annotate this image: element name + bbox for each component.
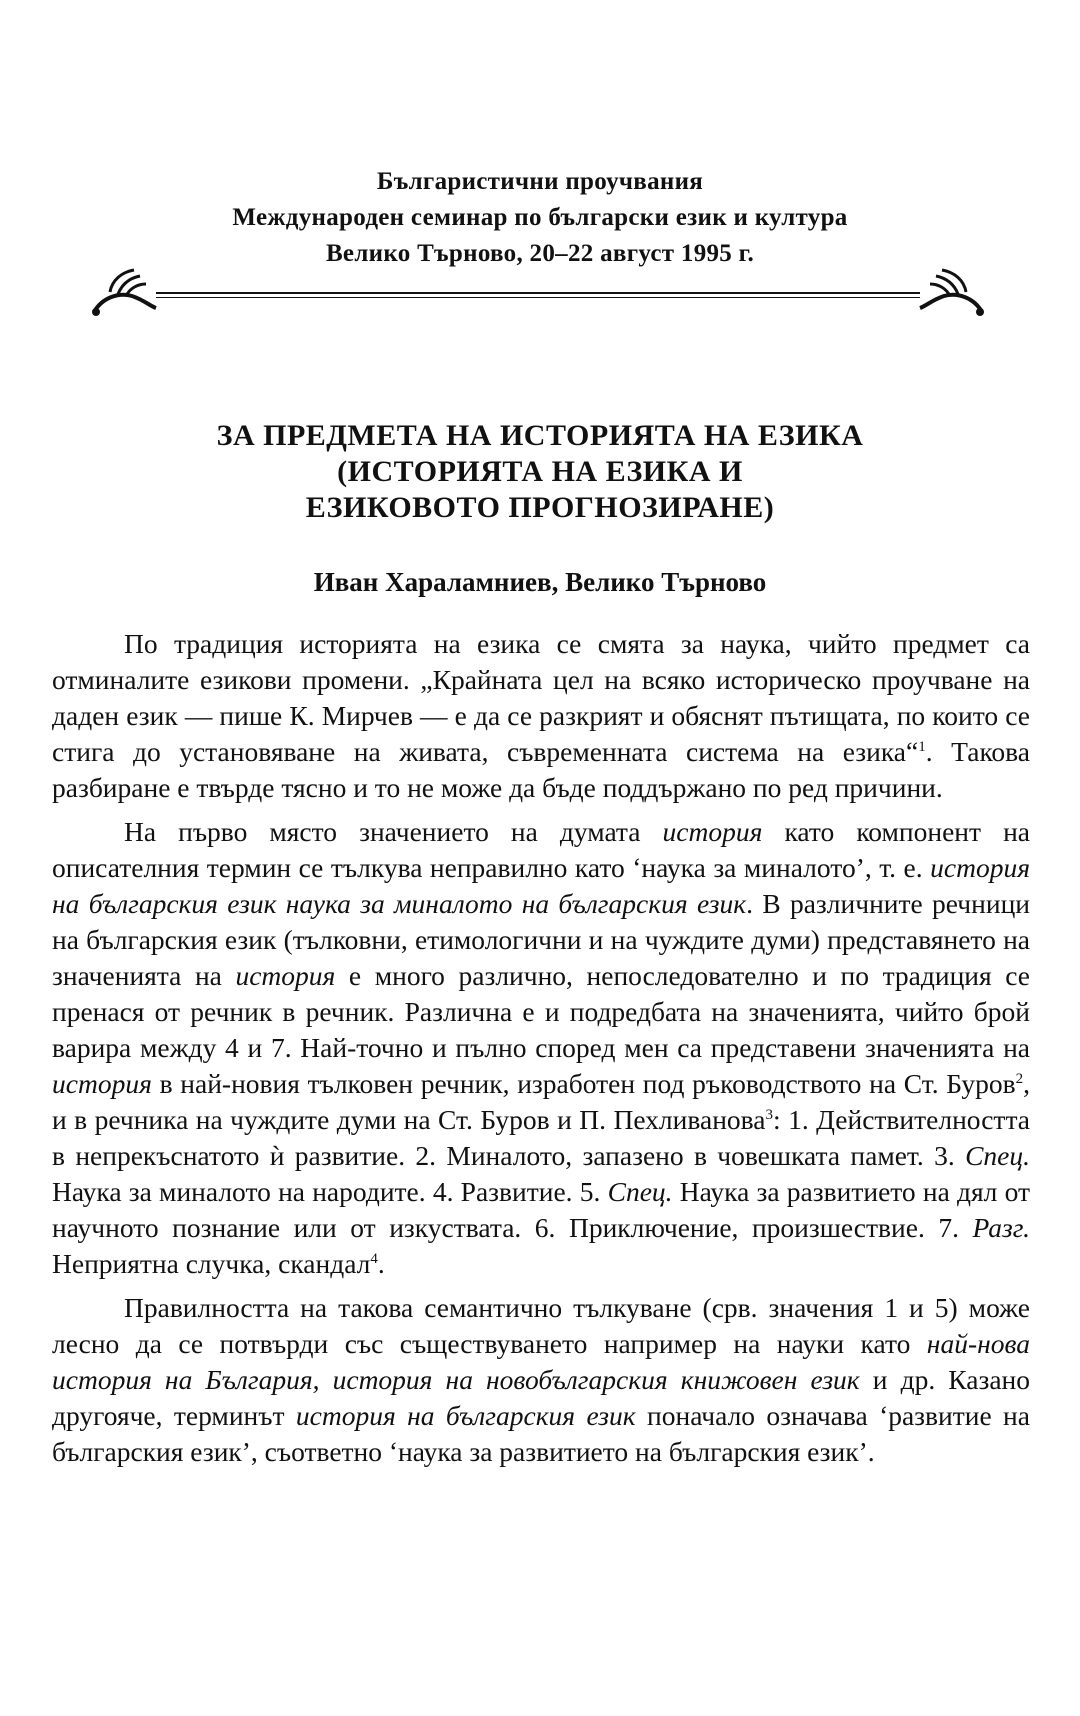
running-header xyxy=(0,164,1080,272)
series-title: Българистични проучвания xyxy=(376,168,704,195)
title-line-2: (ИСТОРИЯТА НА ЕЗИКА И xyxy=(337,455,743,488)
left-flourish-icon xyxy=(88,262,158,322)
rule-line-top xyxy=(156,292,920,294)
seminar-title: Международен семинар по български език и култура xyxy=(232,204,848,231)
title-line-1: ЗА ПРЕДМЕТА НА ИСТОРИЯТА НА ЕЗИКА xyxy=(216,419,864,452)
right-flourish-icon xyxy=(918,262,988,322)
paragraph-1: По традиция историята на езика се смята за наука, чийто предмет са отминалите езикови промени. „Крайната цел на всяко историческо проучване на даден език — пише К. Мирчев — е да се разкрият и обяснят пътищата, по които се стига до установяване на живата, съвременната система на езика“$^1$. Такова разбиране е твърде тясно и то не може да бъде поддържано по ред причини. xyxy=(52,628,1030,803)
article-title xyxy=(0,418,1080,526)
rule-line-bottom xyxy=(156,297,920,298)
seminar-place-date: Велико Търново, 20–22 август 1995 г. xyxy=(325,240,755,267)
paragraph-3: Правилността на такова семантично тълкуване (срв. значения 1 и 5) може лесно да се потвърди със съществуването например на науки като най-нова история на България, история на новобългарския книжовен език и др. Казано другояче, терминът история на българския език поначало означава ‘развитие на българския език’, съответно ‘наука за развитието на българския език’. xyxy=(52,1292,1030,1467)
paragraph-2: На първо място значението на думата история като компонент на описателния термин се тълкува неправилно като ‘наука за миналото’, т. е. история на българския език наука за миналото на българския език. В различните речници на българския език (тълковни, етимологични и на чуждите думи) представянето на значенията на история е много различно, непоследователно и по традиция се пренася от речник в речник. Различна е и подредбата на значенията, чийто брой варира между 4 и 7. Най-точно и пълно според мен са представени значенията на история в най-новия тълковен речник, изработен под ръководството на Ст. Буров$^2$, и в речника на чуждите думи на Ст. Буров и П. Пехливанова$^3$: 1. Действителността в непрекъснатото ѝ развитие. 2. Миналото, запазено в човешката памет. 3. Спец. Наука за миналото на народите. 4. Развитие. 5. Спец. Наука за развитието на дял от научното познание или от изкуствата. 6. Приключение, произшествие. 7. Разг. Неприятна случка, скандал$^4$. xyxy=(52,816,1031,1279)
author-line: Иван Хараламниев, Велико Търново xyxy=(313,567,767,597)
article-body xyxy=(52,626,1030,1478)
footnote-ref: 3 xyxy=(765,1106,773,1123)
title-line-3: ЕЗИКОВОТО ПРОГНОЗИРАНЕ) xyxy=(305,491,775,524)
header-ornament-rule xyxy=(88,262,988,322)
footnote-ref: 2 xyxy=(1015,1070,1024,1087)
footnote-ref: 1 xyxy=(918,738,926,755)
footnote-ref: 4 xyxy=(370,1250,378,1267)
